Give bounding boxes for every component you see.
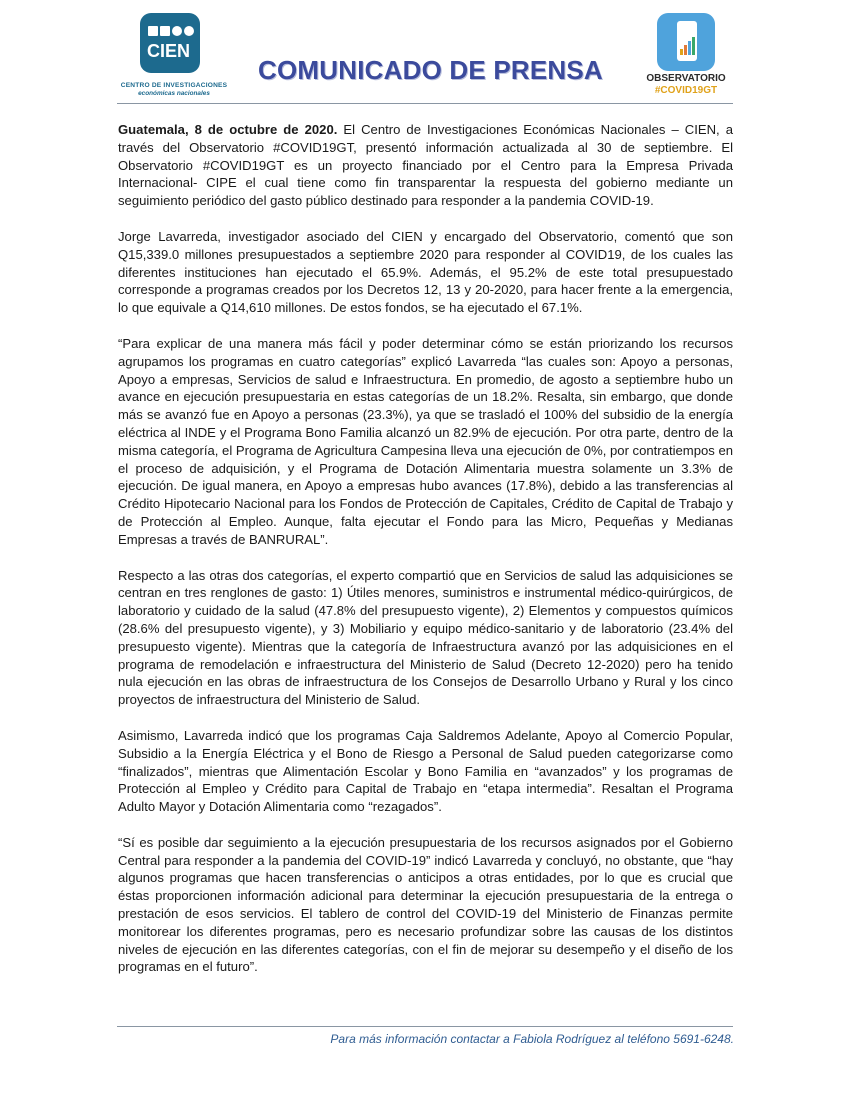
cien-logo-mark xyxy=(148,26,194,36)
paragraph-4: Respecto a las otras dos categorías, el experto compartió que en Servicios de salud las adquisiciones se centran en tres renglones de gasto: 1) Útiles menores, suministros e instrumental médico-quirúrgicos, de laboratorio y cuidado de la salud (47.8% del presupuesto vigente), 2) Elementos y compuestos químicos (28.6% del presupuesto vigente), y 3) Mobiliario y equipo médico-sanitario y de laboratorio (23.4% del presupuesto vigente). Mientras que la categoría de Infraestructura avanzó por las adquisiciones en el programa de remodelación e infraestructura del Ministerio de Salud (Decreto 12-2020) pero ha tenido nula ejecución en las obras de infraestructura de los Consejos de Desarrollo Urbano y Rural y los cinco proyectos de infraestructura del Ministerio de Salud. xyxy=(118,567,733,708)
dateline: Guatemala, 8 de octubre de 2020. xyxy=(118,122,338,137)
paragraph-1 xyxy=(118,121,733,210)
contact-footer: Para más información contactar a Fabiola Rodríguez al teléfono 5691-6248. xyxy=(330,1032,734,1046)
paragraph-1-text: El Centro de Investigaciones Económicas Nacionales – CIEN, a través del Observatorio #COVID19GT, presentó información actualizada al 30 de septiembre. El Observatorio #COVID19GT es un proyecto financiado por el Centro para la Empresa Privada Internacional- CIPE el cual tiene como fin transparentar la respuesta del gobierno mediante un seguimiento periódico del gasto público destinado para responder a la pandemia COVID-19. xyxy=(118,122,733,209)
cien-logo-text: CIEN xyxy=(147,41,191,61)
press-release-body xyxy=(118,121,733,994)
cien-logo-icon xyxy=(140,13,200,73)
paragraph-5: Asimismo, Lavarreda indicó que los programas Caja Saldremos Adelante, Apoyo al Comercio Popular, Subsidio a la Energía Eléctrica y el Bono de Riesgo a Personal de Salud pueden categorizarse como “finalizados”, mientras que Alimentación Escolar y Bono Familia en “avanzados” y los programas de Protección al Empleo y Crédito para Capital de Trabajo en “etapa intermedia”. Resaltan el Programa Adulto Mayor y Dotación Alimentaria como “rezagados”. xyxy=(118,727,733,815)
paragraph-6: “Sí es posible dar seguimiento a la ejecución presupuestaria de los recursos asignados por el Gobierno Central para responder a la pandemia del COVID-19” indicó Lavarreda y concluyó, no obstante, que “hay algunos programas que hacen transferencias o anticipos a otras entidades, por lo que es crucial que éstas proporcionen información adicional para determinar la ejecución presupuestaria de la entrega o prestación de esos servicios. El tablero de control del COVID-19 del Ministerio de Finanzas permite monitorear los diferentes programas, pero es necesario profundizar sobre las causas de los distintos niveles de ejecución en las diferentes categorías, con el fin de mejorar su desempeño y el diseño de los programas en el futuro”. xyxy=(118,834,733,975)
phone-chart-icon xyxy=(677,21,697,61)
cien-logo-caption xyxy=(118,82,230,98)
cien-caption-line1: CENTRO DE INVESTIGACIONES xyxy=(120,82,228,89)
footer-divider xyxy=(117,1026,733,1027)
observatorio-caption xyxy=(633,73,739,97)
paragraph-3: “Para explicar de una manera más fácil y poder determinar cómo se están priorizando los recursos agrupamos los programas en cuatro categorías” explicó Lavarreda “las cuales son: Apoyo a personas, Apoyo a empresas, Servicios de salud e Infraestructura. En promedio, de agosto a septiembre hubo un avance en ejecución presupuestaria en estas categorías de un 18.2%. Resalta, sin embargo, que donde más se avanzó fue en Apoyo a personas (23.3%), ya que se trasladó el 100% del subsidio de la energía eléctrica al INDE y el Programa Bono Familia alcanzó un 82.9% de ejecución. Por otra parte, dentro de la misma categoría, el Programa de Agricultura Campesina lleva una ejecución de 0%, por contratiempos en el proceso de adquisición, y el Programa de Dotación Alimentaria muestra solamente un 3.3% de ejecución. De igual manera, en Apoyo a empresas hubo avances (17.8%), debido a las transferencias al Crédito Hipotecario Nacional para los Fondos de Protección de Capitales, Crédito de Capital de Trabajo y de Protección al Empleo. Aunque, falta ejecutar el Fondo para las Micro, Pequeñas y Medianas Empresas a través de BANRURAL”. xyxy=(118,335,734,547)
observatorio-logo-icon xyxy=(657,13,715,71)
header-divider xyxy=(117,103,733,104)
cien-caption-line2: económicas nacionales xyxy=(138,90,210,97)
observatorio-caption-line1: OBSERVATORIO xyxy=(646,73,726,84)
observatorio-caption-line2: #COVID19GT xyxy=(654,85,718,96)
page-title: COMUNICADO DE PRENSA xyxy=(258,55,603,85)
paragraph-2: Jorge Lavarreda, investigador asociado del CIEN y encargado del Observatorio, comentó que son Q15,339.0 millones presupuestados a septiembre 2020 para responder al COVID19, de los cuales las diferentes instituciones han ejecutado el 65.9%. Además, el 95.2% de este total presupuestado corresponde a programas creados por los Decretos 12, 13 y 20-2020, para hacer frente a la emergencia, lo que equivale a Q14,610 millones. De estos fondos, se ha ejecutado el 67.1%. xyxy=(118,228,733,316)
